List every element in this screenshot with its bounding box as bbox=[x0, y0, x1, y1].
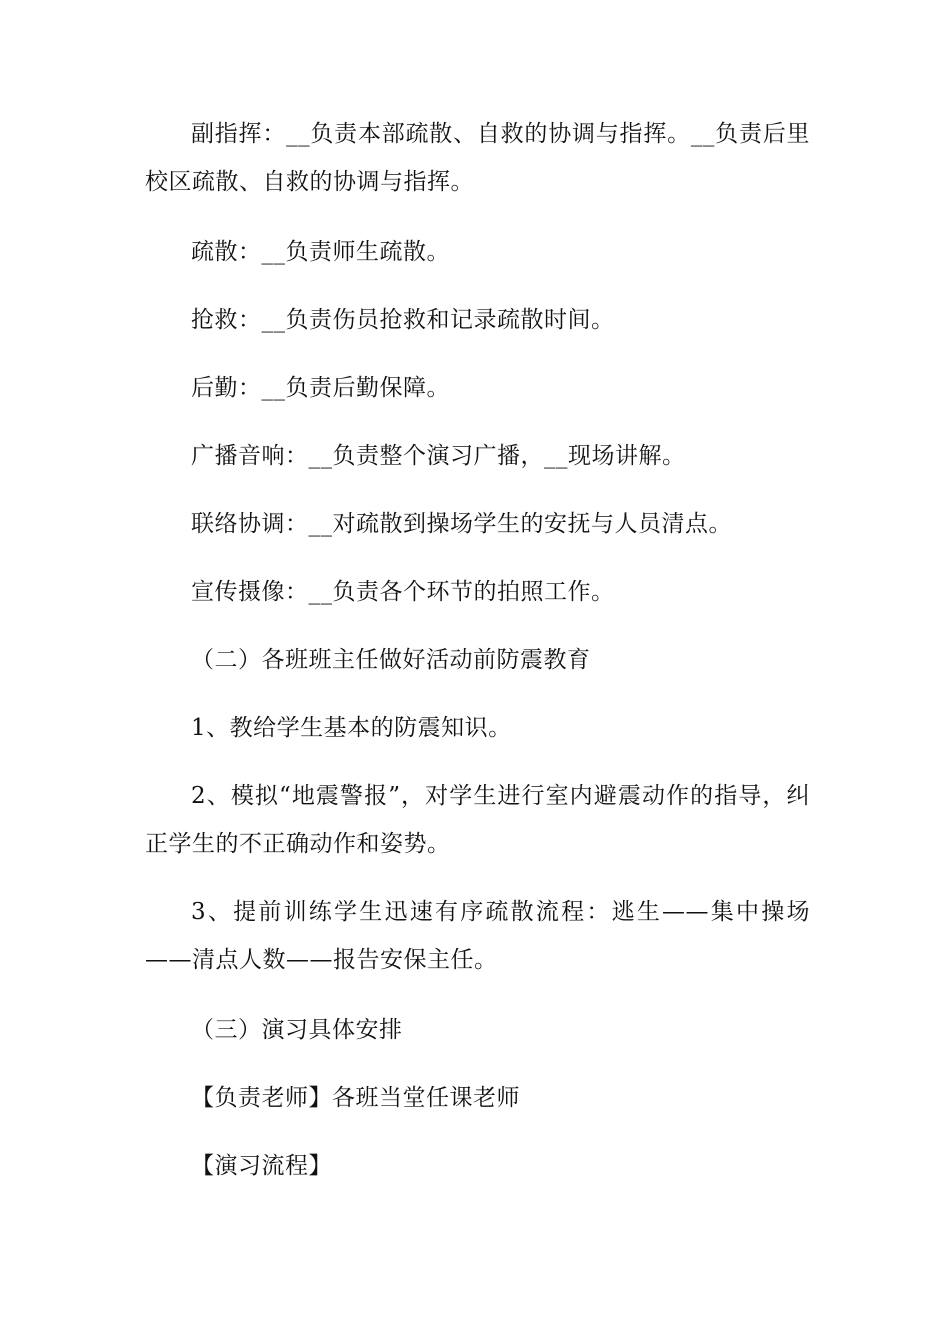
paragraph-photography: 宣传摄像：__负责各个环节的拍照工作。 bbox=[191, 579, 615, 605]
paragraph-coordination: 联络协调：__对疏散到操场学生的安抚与人员清点。 bbox=[191, 511, 732, 537]
section-heading-2: （二）各班班主任做好活动前防震教育 bbox=[191, 647, 591, 673]
paragraph-rescue: 抢救：__负责伤员抢救和记录疏散时间。 bbox=[191, 307, 615, 333]
paragraph-broadcast: 广播音响：__负责整个演习广播，__现场讲解。 bbox=[191, 443, 686, 469]
list-item-3: 3、提前训练学生迅速有序疏散流程：逃生——集中操场——清点人数——报告安保主任。 bbox=[145, 899, 810, 973]
paragraph-responsible-teacher: 【负责老师】各班当堂任课老师 bbox=[191, 1085, 520, 1111]
list-item-1: 1、教给学生基本的防震知识。 bbox=[191, 715, 512, 741]
paragraph-logistics: 后勤：__负责后勤保障。 bbox=[191, 375, 450, 401]
section-heading-3: （三）演习具体安排 bbox=[191, 1017, 403, 1043]
paragraph-deputy-commander: 副指挥：__负责本部疏散、自救的协调与指挥。__负责后里校区疏散、自救的协调与指挥。 bbox=[145, 121, 810, 195]
paragraph-evacuation: 疏散：__负责师生疏散。 bbox=[191, 239, 450, 265]
paragraph-drill-process: 【演习流程】 bbox=[191, 1153, 332, 1179]
list-item-2: 2、模拟“地震警报”，对学生进行室内避震动作的指导，纠正学生的不正确动作和姿势。 bbox=[145, 783, 810, 857]
